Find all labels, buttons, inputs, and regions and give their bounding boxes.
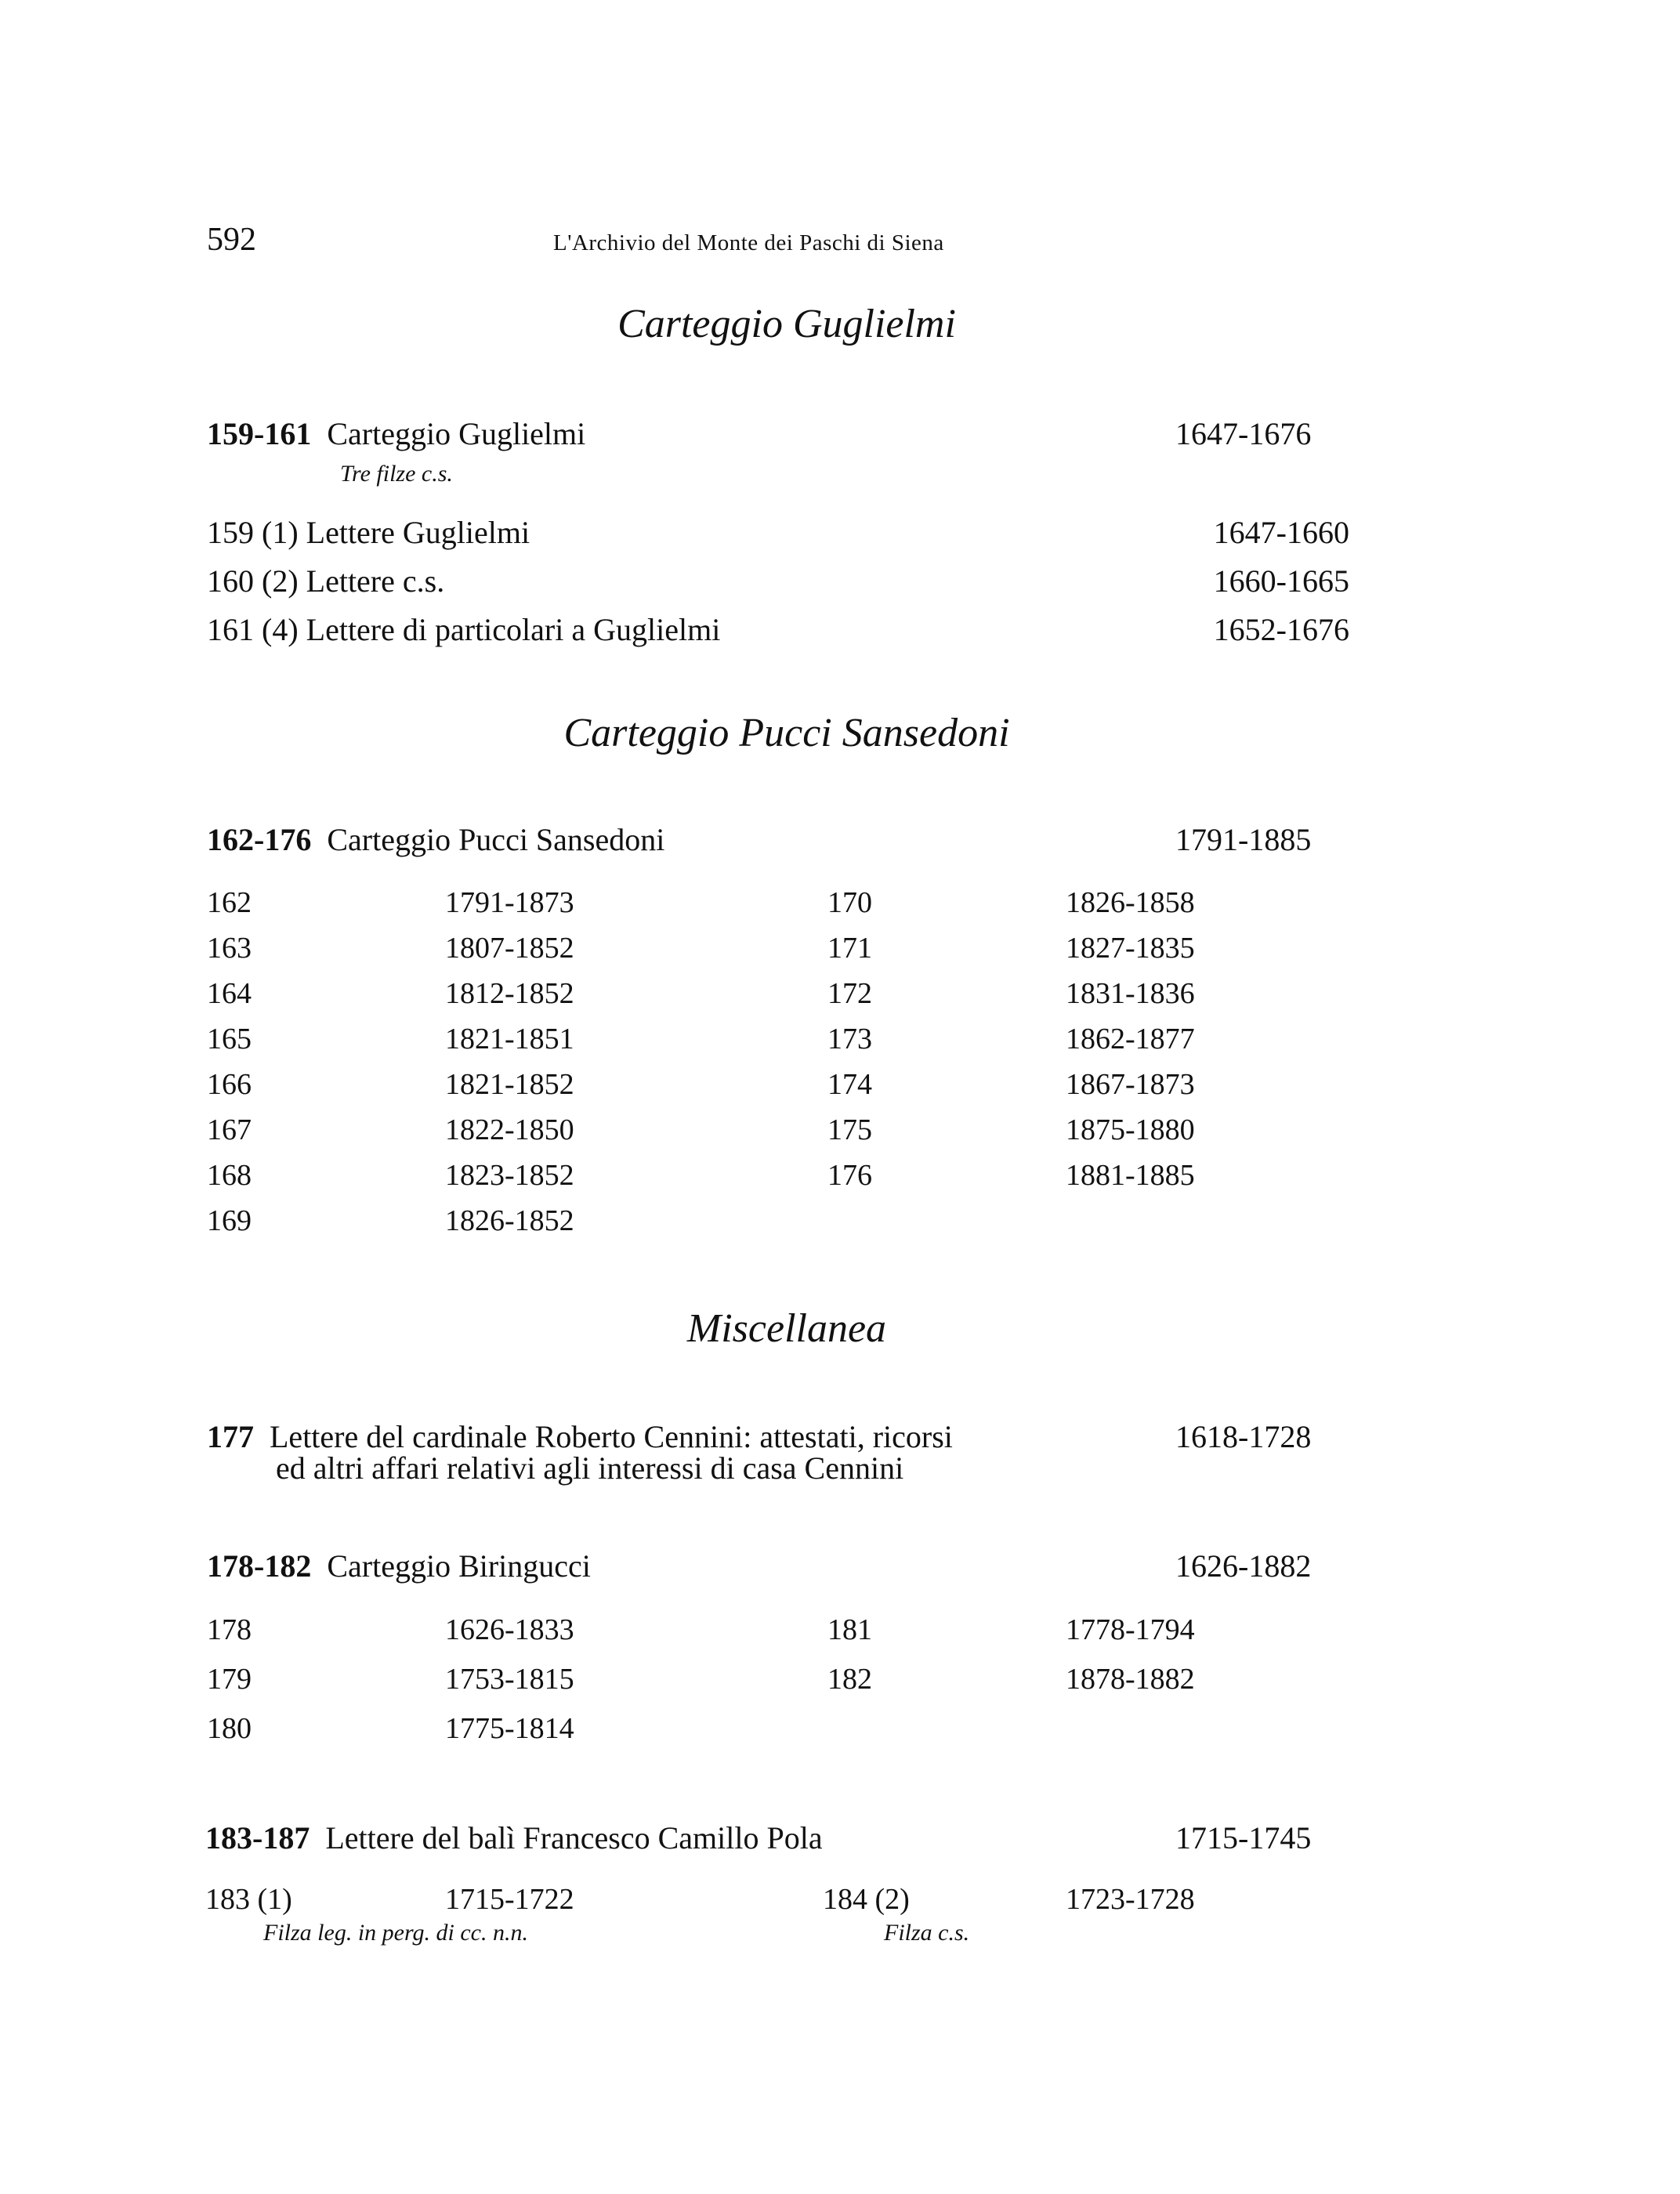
grid-item-number: 176 xyxy=(827,1159,872,1192)
grid-item-date: 1821-1852 xyxy=(445,1068,574,1101)
grid-item-date: 1878-1882 xyxy=(1066,1663,1195,1696)
entry-title-continued: ed altri affari relativi agli interessi di casa Cennini xyxy=(276,1450,904,1486)
section-heading-pucci-sansedoni: Carteggio Pucci Sansedoni xyxy=(563,711,1010,755)
grid-item-number: 165 xyxy=(207,1023,252,1055)
grid-item-date: 1807-1852 xyxy=(445,932,574,965)
grid-item-number: 163 xyxy=(207,932,252,965)
entry-title-text: Carteggio Guglielmi xyxy=(327,416,586,451)
entry-date-range: 1715-1745 xyxy=(1175,1820,1312,1855)
item-number: 184 (2) xyxy=(823,1883,910,1916)
entry-date-range: 1626-1882 xyxy=(1175,1548,1312,1584)
entry-date-range: 1791-1885 xyxy=(1175,822,1312,857)
item-note: Filza leg. in perg. di cc. n.n. xyxy=(263,1920,528,1946)
list-item-date: 1652-1676 xyxy=(1213,612,1349,647)
entry-id: 159-161 xyxy=(207,416,312,451)
section-heading-guglielmi: Carteggio Guglielmi xyxy=(617,302,956,346)
entry-id: 177 xyxy=(207,1419,254,1454)
entry-title xyxy=(207,821,664,858)
grid-item-number: 175 xyxy=(827,1113,872,1146)
grid-item-date: 1753-1815 xyxy=(445,1663,574,1696)
grid-item-date: 1881-1885 xyxy=(1066,1159,1195,1192)
grid-item-date: 1775-1814 xyxy=(445,1712,574,1745)
grid-item-date: 1826-1858 xyxy=(1066,886,1195,919)
entry-title xyxy=(205,1819,823,1856)
item-note: Filza c.s. xyxy=(884,1920,970,1946)
entry-id: 162-176 xyxy=(207,822,312,857)
list-item-label: 161 (4) Lettere di particolari a Guglielmi xyxy=(207,612,721,647)
grid-item-date: 1867-1873 xyxy=(1066,1068,1195,1101)
entry-note: Tre filze c.s. xyxy=(340,461,453,487)
entry-title xyxy=(207,1548,591,1584)
entry-title xyxy=(207,415,585,452)
section-heading-miscellanea: Miscellanea xyxy=(686,1306,887,1351)
grid-item-date: 1626-1833 xyxy=(445,1613,574,1646)
grid-item-number: 168 xyxy=(207,1159,252,1192)
item-date: 1715-1722 xyxy=(445,1883,574,1916)
grid-item-date: 1823-1852 xyxy=(445,1159,574,1192)
grid-item-number: 173 xyxy=(827,1023,872,1055)
grid-item-number: 166 xyxy=(207,1068,252,1101)
grid-item-date: 1822-1850 xyxy=(445,1113,574,1146)
grid-item-number: 169 xyxy=(207,1204,252,1237)
list-item-label: 160 (2) Lettere c.s. xyxy=(207,563,445,599)
list-item-label: 159 (1) Lettere Guglielmi xyxy=(207,515,530,550)
page-number: 592 xyxy=(207,222,256,258)
entry-title-text: Lettere del balì Francesco Camillo Pola xyxy=(325,1820,823,1855)
entry-id: 183-187 xyxy=(205,1820,310,1855)
grid-item-date: 1821-1851 xyxy=(445,1023,574,1055)
grid-item-date: 1791-1873 xyxy=(445,886,574,919)
grid-item-number: 178 xyxy=(207,1613,252,1646)
grid-item-date: 1826-1852 xyxy=(445,1204,574,1237)
grid-item-number: 180 xyxy=(207,1712,252,1745)
grid-item-number: 179 xyxy=(207,1663,252,1696)
entry-title-text: Lettere del cardinale Roberto Cennini: attestati, ricorsi xyxy=(270,1419,953,1454)
grid-item-date: 1778-1794 xyxy=(1066,1613,1195,1646)
entry-date-range: 1647-1676 xyxy=(1175,416,1312,451)
grid-item-number: 167 xyxy=(207,1113,252,1146)
entry-id: 178-182 xyxy=(207,1548,312,1584)
grid-item-date: 1875-1880 xyxy=(1066,1113,1195,1146)
running-title: L'Archivio del Monte dei Paschi di Siena xyxy=(553,230,944,255)
item-date: 1723-1728 xyxy=(1066,1883,1195,1916)
entry-date-range: 1618-1728 xyxy=(1175,1419,1312,1454)
grid-item-number: 182 xyxy=(827,1663,872,1696)
grid-item-date: 1827-1835 xyxy=(1066,932,1195,965)
grid-item-number: 170 xyxy=(827,886,872,919)
grid-item-number: 174 xyxy=(827,1068,872,1101)
entry-title-text: Carteggio Pucci Sansedoni xyxy=(327,822,665,857)
entry-title-text: Carteggio Biringucci xyxy=(327,1548,591,1584)
grid-item-number: 162 xyxy=(207,886,252,919)
grid-item-date: 1831-1836 xyxy=(1066,977,1195,1010)
grid-item-date: 1862-1877 xyxy=(1066,1023,1195,1055)
list-item-date: 1647-1660 xyxy=(1213,515,1349,550)
grid-item-number: 181 xyxy=(827,1613,872,1646)
grid-item-date: 1812-1852 xyxy=(445,977,574,1010)
grid-item-number: 171 xyxy=(827,932,872,965)
list-item-date: 1660-1665 xyxy=(1213,563,1349,599)
item-number: 183 (1) xyxy=(205,1883,292,1916)
grid-item-number: 172 xyxy=(827,977,872,1010)
grid-item-number: 164 xyxy=(207,977,252,1010)
